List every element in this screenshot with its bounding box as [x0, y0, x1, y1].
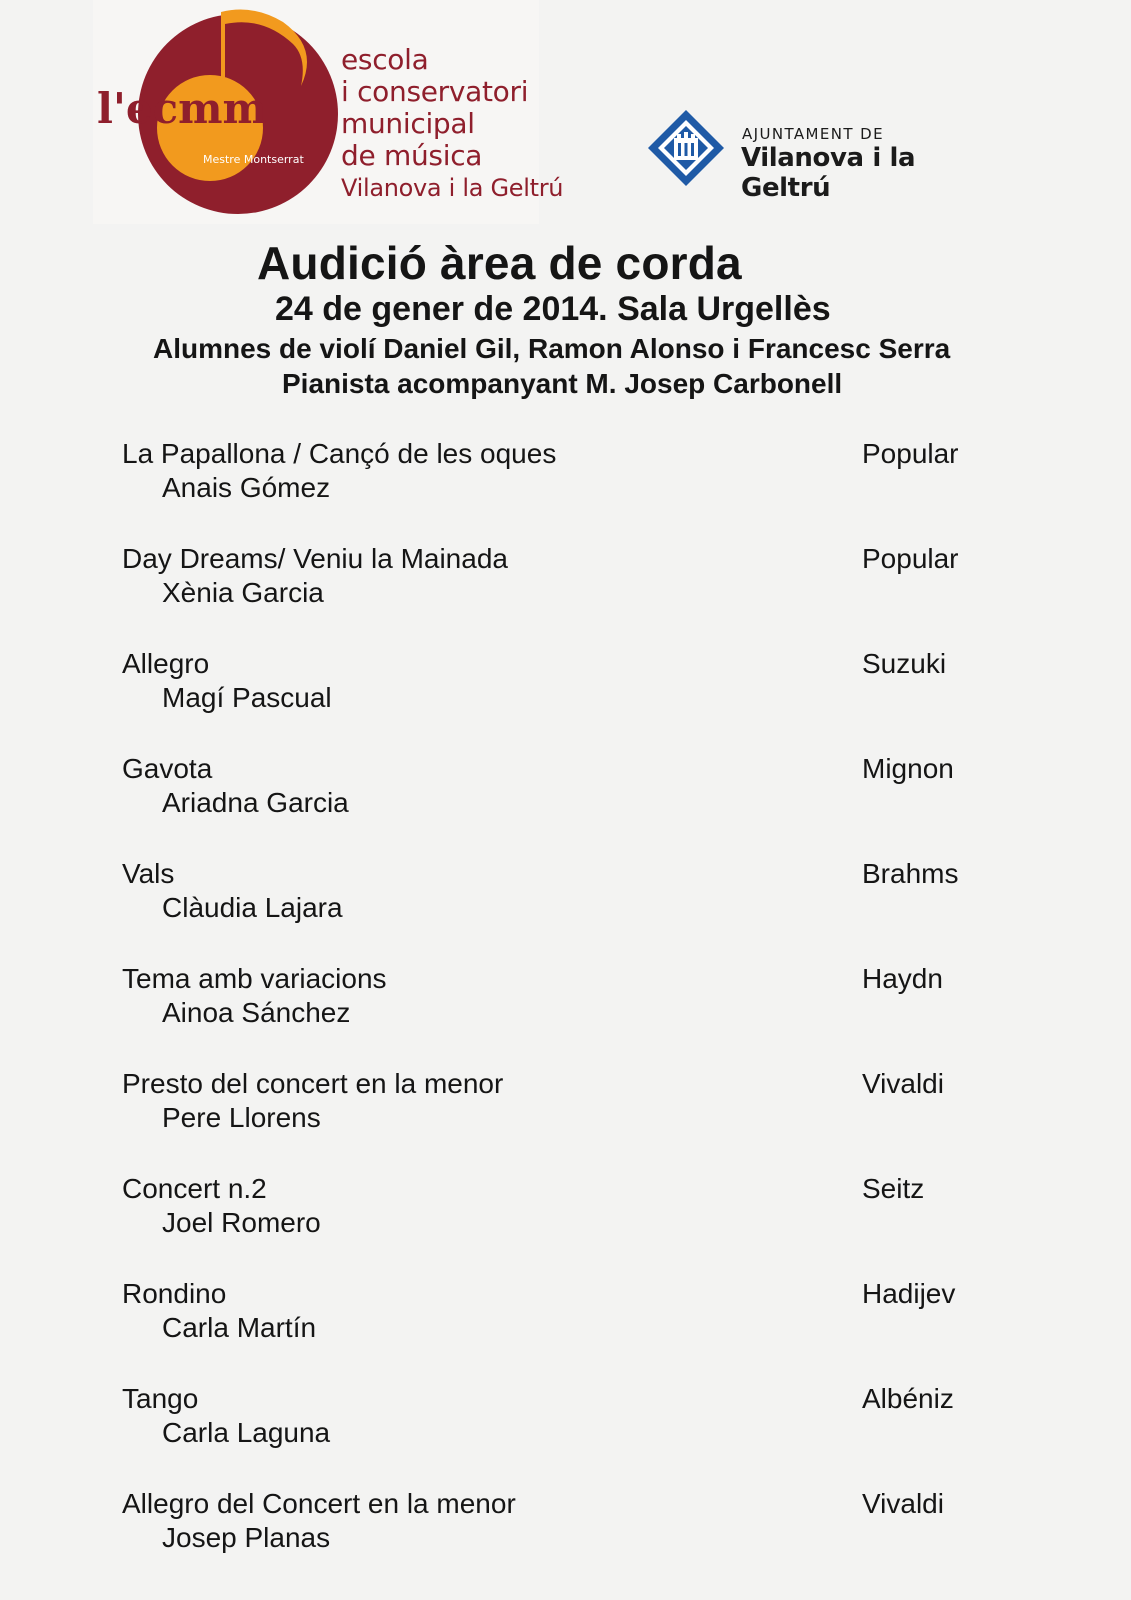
programme-item [0, 1277, 1131, 1357]
piece-composer: Albéniz [862, 1383, 954, 1414]
council-logo [646, 108, 1006, 203]
piece-title: La Papallona / Cançó de les oques [122, 438, 557, 469]
piece-composer: Suzuki [862, 648, 947, 679]
piece-title: Tema amb variacions [122, 963, 387, 994]
programme-item [0, 1067, 1131, 1147]
piece-performer: Anais Gómez [162, 472, 331, 503]
council-shield-icon [646, 108, 726, 188]
programme-item [0, 1487, 1131, 1567]
school-name-line-3: municipal [341, 107, 475, 140]
school-logo [93, 0, 564, 224]
piece-composer: Hadijev [862, 1278, 956, 1309]
school-name-line-1: escola [341, 43, 429, 76]
school-name-line-2: i conservatori [341, 75, 529, 108]
piece-composer: Seitz [862, 1173, 925, 1204]
event-date-venue: 24 de gener de 2014. Sala Urgellès [275, 290, 831, 328]
piece-performer: Magí Pascual [162, 682, 332, 713]
piece-performer: Clàudia Lajara [162, 892, 343, 923]
piece-composer: Vivaldi [862, 1068, 944, 1099]
piece-performer: Ariadna Garcia [162, 787, 349, 818]
programme-item [0, 542, 1131, 622]
programme-item [0, 1172, 1131, 1252]
piece-title: Vals [122, 858, 175, 889]
piece-performer: Ainoa Sánchez [162, 997, 351, 1028]
piece-composer: Popular [862, 438, 959, 469]
programme-item [0, 752, 1131, 832]
piece-title: Allegro [122, 648, 210, 679]
piece-composer: Mignon [862, 753, 954, 784]
piece-performer: Joel Romero [162, 1207, 321, 1238]
piece-composer: Vivaldi [862, 1488, 944, 1519]
event-students: Alumnes de violí Daniel Gil, Ramon Alonso i Francesc Serra [153, 333, 951, 364]
piece-title: Gavota [122, 753, 213, 784]
piece-title: Allegro del Concert en la menor [122, 1488, 516, 1519]
programme-item [0, 857, 1131, 937]
event-pianist: Pianista acompanyant M. Josep Carbonell [282, 368, 843, 399]
school-name [341, 44, 563, 204]
piece-performer: Xènia Garcia [162, 577, 324, 608]
programme-item [0, 437, 1131, 517]
council-name-top: AJUNTAMENT DE [742, 125, 884, 143]
piece-title: Concert n.2 [122, 1173, 267, 1204]
piece-performer: Carla Martín [162, 1312, 317, 1343]
piece-title: Tango [122, 1383, 199, 1414]
piece-composer: Haydn [862, 963, 943, 994]
piece-composer: Brahms [862, 858, 959, 889]
school-logo-apostrophe-text: l'ecmm [97, 84, 267, 133]
programme-item [0, 1382, 1131, 1462]
piece-performer: Carla Laguna [162, 1417, 331, 1448]
piece-composer: Popular [862, 543, 959, 574]
school-name-line-4: de música [341, 139, 483, 172]
council-name-city: Vilanova i la Geltrú [741, 143, 916, 203]
piece-title: Day Dreams/ Veniu la Mainada [122, 543, 508, 574]
piece-performer: Josep Planas [162, 1522, 331, 1553]
event-title: Audició àrea de corda [257, 237, 742, 289]
piece-title: Presto del concert en la menor [122, 1068, 504, 1099]
programme-item [0, 962, 1131, 1042]
school-name-line-5: Vilanova i la Geltrú [341, 174, 564, 202]
school-logo-subtext: Mestre Montserrat [203, 153, 304, 166]
programme-item [0, 647, 1131, 727]
piece-title: Rondino [122, 1278, 227, 1309]
piece-performer: Pere Llorens [162, 1102, 321, 1133]
